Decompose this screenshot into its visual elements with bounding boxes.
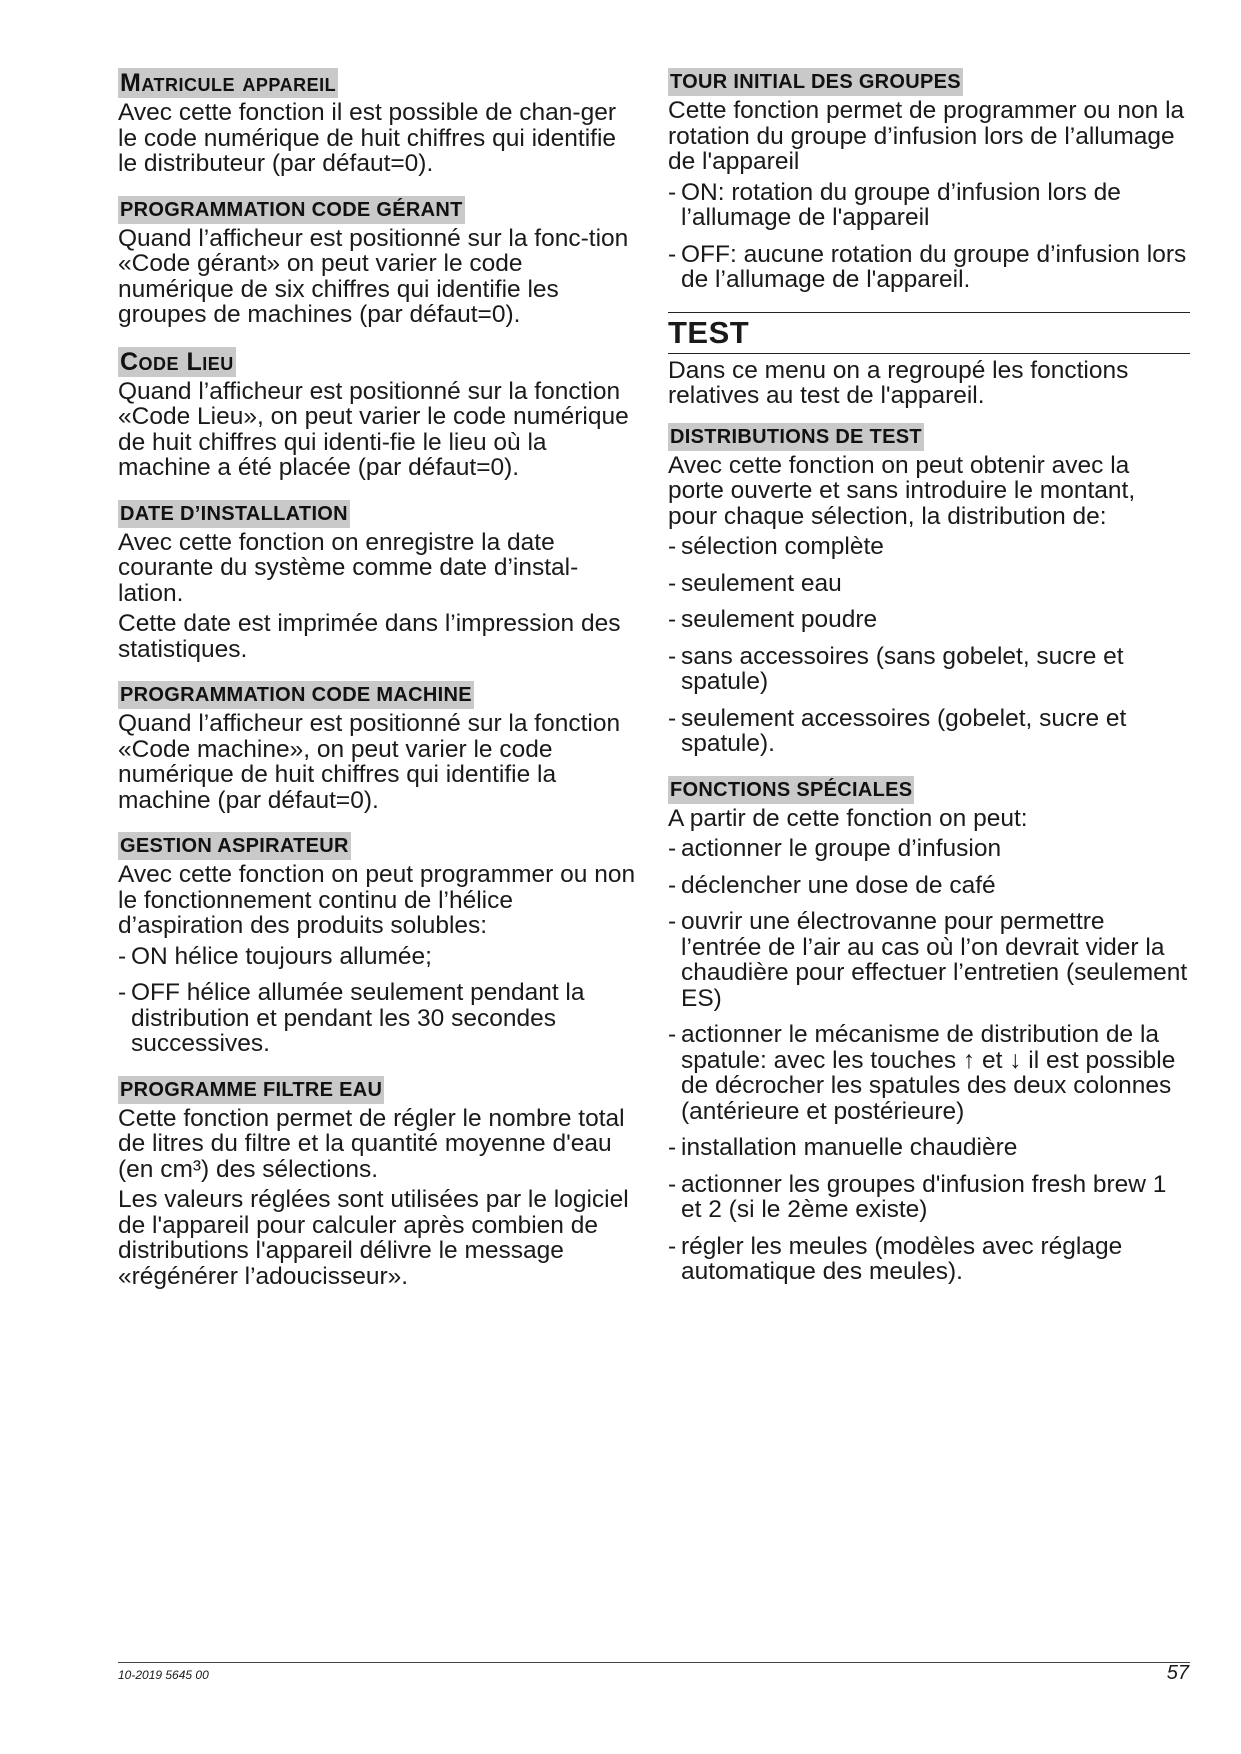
dash-list bbox=[668, 180, 1190, 293]
section bbox=[118, 68, 638, 177]
section-paragraph: A partir de cette fonction on peut: bbox=[668, 804, 1028, 832]
test-section bbox=[668, 312, 1190, 409]
section-heading: Matricule appareil bbox=[120, 69, 337, 97]
section-heading: PROGRAMME FILTRE EAU bbox=[118, 1076, 384, 1104]
section bbox=[118, 500, 638, 663]
section-heading: FONCTIONS SPÉCIALES bbox=[668, 776, 914, 804]
list-item: - ouvrir une électrovanne pour permettre l’entrée de l’air au cas où l’on devrait vider la chaudière pour effectuer l’entretien (seulement ES) bbox=[668, 909, 1190, 1011]
dash-list bbox=[668, 534, 1190, 757]
section-heading: TOUR INITIAL DES GROUPES bbox=[668, 68, 963, 96]
section bbox=[668, 68, 1190, 293]
section-paragraph: Cette fonction permet de régler le nombre total de litres du filtre et la quantité moyenne d'eau (en cm³) des sélections. bbox=[118, 1104, 625, 1183]
list-item: - régler les meules (modèles avec réglage automatique des meules). bbox=[668, 1234, 1190, 1285]
list-item: - OFF hélice allumée seulement pendant la distribution et pendant les 30 secondes successives. bbox=[118, 980, 638, 1057]
list-item: - sélection complète bbox=[668, 534, 1190, 560]
list-item: - sans accessoires (sans gobelet, sucre et spatule) bbox=[668, 644, 1190, 695]
section-paragraph: Avec cette fonction il est possible de chan-ger le code numérique de huit chiffres qui identifie le distributeur (par défaut=0). bbox=[118, 99, 617, 177]
section-paragraph: Quand l’afficheur est positionné sur la fonction «Code machine», on peut varier le code numérique de huit chiffres qui identifie la machine (par défaut=0). bbox=[118, 710, 621, 814]
list-item: - installation manuelle chaudière bbox=[668, 1135, 1190, 1161]
list-item: - ON hélice toujours allumée; bbox=[118, 944, 638, 970]
section-paragraph: Avec cette fonction on enregistre la date courante du système comme date d’instal-lation. bbox=[118, 528, 579, 607]
section bbox=[668, 776, 1190, 1285]
section bbox=[118, 681, 638, 813]
section bbox=[118, 347, 638, 481]
right-column bbox=[668, 68, 1190, 1304]
list-item: - OFF: aucune rotation du groupe d’infusion lors de l’allumage de l'appareil. bbox=[668, 242, 1190, 293]
section-paragraph: Quand l’afficheur est positionné sur la fonction «Code Lieu», on peut varier le code numérique de huit chiffres qui identi-fie le lieu où la machine a été placée (par défaut=0). bbox=[118, 377, 629, 481]
list-item: - seulement accessoires (gobelet, sucre et spatule). bbox=[668, 706, 1190, 757]
list-item: - ON: rotation du groupe d’infusion lors de l’allumage de l'appareil bbox=[668, 180, 1190, 231]
left-column bbox=[118, 68, 638, 1308]
section-paragraph: Les valeurs réglées sont utilisées par le logiciel de l'appareil pour calculer après combien de distributions l'appareil délivre le message «régénérer l’adoucisseur». bbox=[118, 1186, 629, 1290]
list-item: - actionner les groupes d'infusion fresh brew 1 et 2 (si le 2ème existe) bbox=[668, 1172, 1190, 1223]
list-item: - déclencher une dose de café bbox=[668, 873, 1190, 899]
dash-list bbox=[668, 836, 1190, 1285]
section-heading: GESTION ASPIRATEUR bbox=[118, 832, 351, 860]
section bbox=[118, 832, 638, 1057]
list-item: - seulement poudre bbox=[668, 607, 1190, 633]
list-item: - seulement eau bbox=[668, 571, 1190, 597]
footer-doc-code: 10-2019 5645 00 bbox=[118, 1668, 209, 1682]
right-bottom-sections bbox=[668, 423, 1190, 1285]
section-paragraph: Quand l’afficheur est positionné sur la fonc-tion «Code gérant» on peut varier le code numérique de six chiffres qui identifie les groupes de machines (par défaut=0). bbox=[118, 224, 629, 328]
list-item: - actionner le mécanisme de distribution de la spatule: avec les touches ↑ et ↓ il est possible de décrocher les spatules des deux colonnes (antérieure et postérieure) bbox=[668, 1022, 1190, 1124]
dash-list bbox=[118, 944, 638, 1057]
footer-rule bbox=[118, 1662, 1190, 1663]
test-intro: Dans ce menu on a regroupé les fonctions relatives au test de l'appareil. bbox=[668, 356, 1129, 409]
section-heading: DISTRIBUTIONS DE TEST bbox=[668, 423, 924, 451]
section bbox=[118, 196, 638, 328]
section-paragraph: Avec cette fonction on peut programmer ou non le fonctionnement continu de l’hélice d’aspiration des produits solubles: bbox=[118, 861, 636, 939]
section-paragraph: Avec cette fonction on peut obtenir avec la porte ouverte et sans introduire le montant, pour chaque sélection, la distribution de: bbox=[668, 451, 1136, 530]
section-heading: DATE D’INSTALLATION bbox=[118, 500, 350, 528]
test-rule-bottom bbox=[668, 353, 1190, 354]
section-heading: PROGRAMMATION CODE MACHINE bbox=[118, 681, 474, 709]
page-number: 57 bbox=[1166, 1662, 1189, 1684]
section bbox=[668, 423, 1190, 757]
section bbox=[118, 1076, 638, 1290]
section-paragraph: Cette fonction permet de programmer ou non la rotation du groupe d’infusion lors de l’allumage de l'appareil bbox=[668, 97, 1185, 175]
section-heading: Code Lieu bbox=[120, 347, 234, 376]
list-item: - actionner le groupe d’infusion bbox=[668, 836, 1190, 862]
right-top-sections bbox=[668, 68, 1190, 293]
test-title: TEST bbox=[668, 314, 750, 350]
section-paragraph: Cette date est imprimée dans l’impression des statistiques. bbox=[118, 610, 621, 663]
section-heading: PROGRAMMATION CODE GÉRANT bbox=[118, 196, 465, 224]
